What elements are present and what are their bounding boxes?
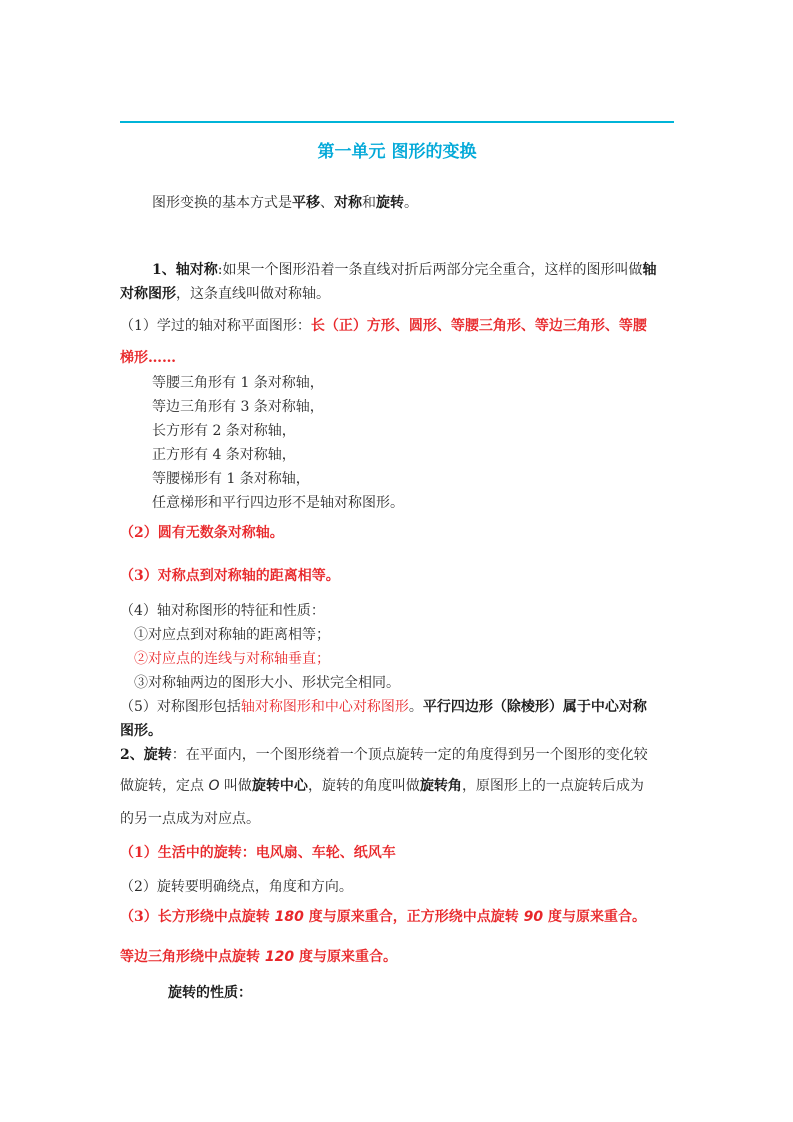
learned-shapes-line: （1）学过的轴对称平面图形：长（正）方形、圆形、等腰三角形、等边三角形、等腰 [120, 318, 647, 334]
property-2: ②对应点的连线与对称轴垂直； [134, 651, 330, 667]
symmetric-figures-line: （5）对称图形包括轴对称图形和中心对称图形。平行四边形（除棱形）属于中心对称 [120, 699, 647, 715]
header-rule [120, 121, 674, 123]
rotation-definition-cont: 做旋转，定点 O 叫做旋转中心，旋转的角度叫做旋转角，原图形上的一点旋转后成为 [120, 778, 644, 794]
property-1: ①对应点到对称轴的距离相等； [134, 627, 330, 643]
symmetric-points-note: （3）对称点到对称轴的距离相等。 [120, 568, 340, 584]
properties-heading: （4）轴对称图形的特征和性质： [120, 603, 325, 619]
rotation-examples: （1）生活中的旋转：电风扇、车轮、纸风车 [120, 845, 396, 861]
circle-axes-note: （2）圆有无数条对称轴。 [120, 525, 284, 541]
intro-paragraph: 图形变换的基本方式是平移、对称和旋转。 [152, 195, 418, 211]
axis-symmetry-definition-cont: 对称图形，这条直线叫做对称轴。 [120, 286, 330, 302]
symmetric-figures-line-cont: 图形。 [120, 723, 162, 739]
axis-count-3: 长方形有 2 条对称轴， [152, 423, 296, 439]
rotation-properties-label: 旋转的性质： [168, 985, 252, 1001]
property-3: ③对称轴两边的图形大小、形状完全相同。 [134, 675, 400, 691]
axis-count-2: 等边三角形有 3 条对称轴， [152, 399, 324, 415]
axis-count-5: 等腰梯形有 1 条对称轴， [152, 471, 310, 487]
rotation-definition: 2、旋转：在平面内，一个图形绕着一个顶点旋转一定的角度得到另一个图形的变化较 [120, 747, 648, 763]
rotation-angles-line-cont: 等边三角形绕中点旋转 120 度与原来重合。 [120, 949, 397, 965]
page-title: 第一单元 图形的变换 [317, 142, 477, 162]
rotation-angles-line: （3）长方形绕中点旋转 180 度与原来重合，正方形绕中点旋转 90 度与原来重合。 [120, 909, 646, 925]
axis-symmetry-definition: 1、轴对称:如果一个图形沿着一条直线对折后两部分完全重合，这样的图形叫做轴 [152, 262, 657, 278]
axis-count-4: 正方形有 4 条对称轴， [152, 447, 296, 463]
learned-shapes-line-cont: 梯形…… [120, 350, 176, 366]
rotation-requirements: （2）旋转要明确绕点，角度和方向。 [120, 879, 353, 895]
axis-count-1: 等腰三角形有 1 条对称轴， [152, 375, 324, 391]
rotation-definition-end: 的另一点成为对应点。 [120, 811, 260, 827]
axis-count-6: 任意梯形和平行四边形不是轴对称图形。 [152, 495, 404, 511]
